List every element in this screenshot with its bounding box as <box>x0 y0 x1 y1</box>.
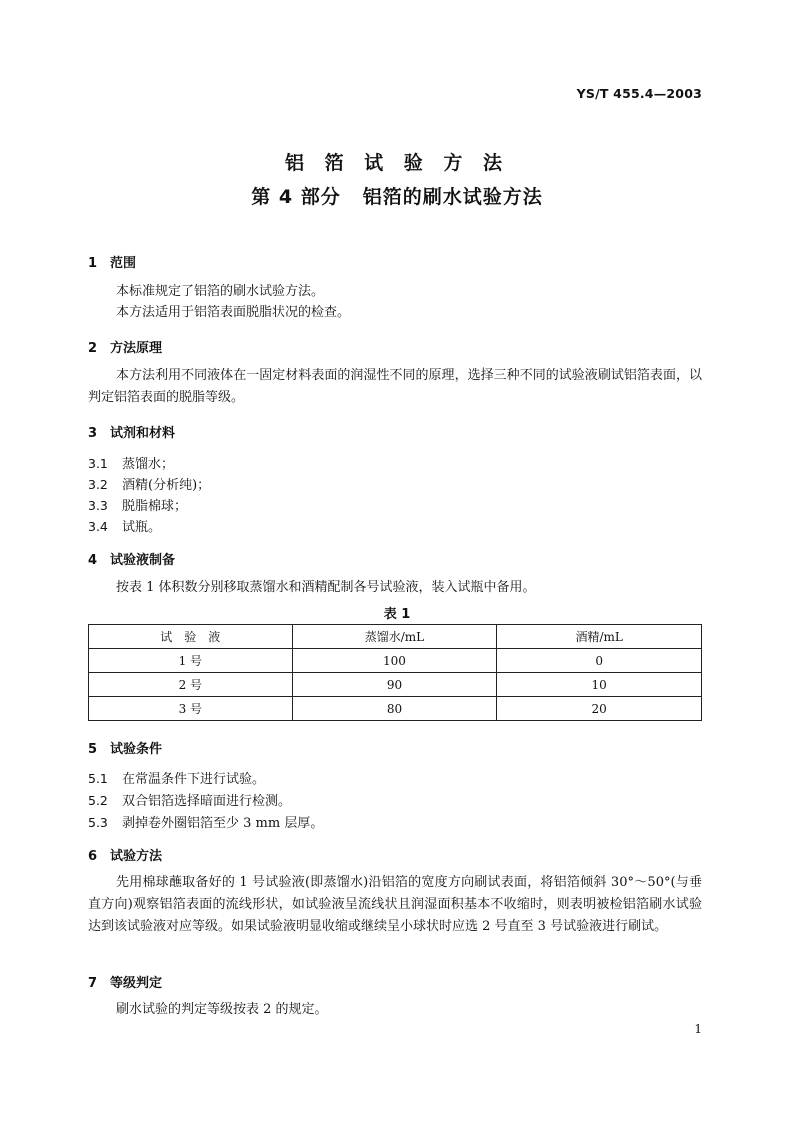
section-2-para-1: 本方法利用不同液体在一固定材料表面的润湿性不同的原理，选择三种不同的试验液刷试铝箔表面，以判定铝箔表面的脱脂等级。 <box>88 368 702 405</box>
section-1-para-2: 本方法适用于铝箔表面脱脂状况的检查。 <box>116 305 351 320</box>
table-caption: 表 1 <box>383 607 411 622</box>
subtitle-text: 铝箔的刷水试验方法 <box>362 186 543 208</box>
section-2-heading <box>88 337 162 356</box>
item-text: 双合铝箔选择暗面进行检测。 <box>122 794 292 809</box>
list-item <box>88 812 323 831</box>
item-text: 在常温条件下进行试验。 <box>122 772 266 787</box>
table-cell: 90 <box>292 673 497 697</box>
reagent-table <box>88 624 702 721</box>
section-number: 4 <box>88 553 98 568</box>
section-title: 试验方法 <box>110 849 163 864</box>
list-item <box>88 474 210 493</box>
standard-code: YS/T 455.4—2003 <box>576 86 702 101</box>
item-number: 5.2 <box>88 793 108 808</box>
section-title: 试验液制备 <box>110 553 176 568</box>
section-number: 1 <box>88 256 98 271</box>
section-number: 3 <box>88 426 98 441</box>
table-row <box>89 649 702 673</box>
item-number: 3.2 <box>88 477 108 492</box>
item-number: 3.4 <box>88 519 108 534</box>
table-cell: 100 <box>292 649 497 673</box>
section-7-para-1: 刷水试验的判定等级按表 2 的规定。 <box>116 1002 328 1017</box>
item-text: 酒精(分析纯)； <box>122 478 211 493</box>
item-number: 3.1 <box>88 456 108 471</box>
list-item <box>88 516 161 535</box>
section-title: 范围 <box>110 256 137 271</box>
section-1-para-1: 本标准规定了铝箔的刷水试验方法。 <box>116 284 325 299</box>
table-row <box>89 673 702 697</box>
section-title: 方法原理 <box>110 341 163 356</box>
list-item <box>88 768 265 787</box>
section-number: 5 <box>88 742 98 757</box>
section-3-heading <box>88 422 175 441</box>
item-number: 5.1 <box>88 771 108 786</box>
table-header-cell: 酒精/mL <box>497 625 702 649</box>
section-number: 2 <box>88 341 98 356</box>
table-cell: 1 号 <box>89 649 293 673</box>
list-item <box>88 453 174 472</box>
table-header-row <box>89 625 702 649</box>
section-title: 等级判定 <box>110 976 163 991</box>
section-6-heading <box>88 845 162 864</box>
table-cell: 0 <box>497 649 702 673</box>
section-7-heading <box>88 972 162 991</box>
item-text: 剥掉卷外圈铝箔至少 3 mm 层厚。 <box>122 816 324 831</box>
table-cell: 80 <box>292 697 497 721</box>
page-number: 1 <box>694 1022 702 1036</box>
table-header-cell: 试 验 液 <box>89 625 293 649</box>
section-title: 试剂和材料 <box>110 426 176 441</box>
item-number: 5.3 <box>88 815 108 830</box>
section-number: 7 <box>88 976 98 991</box>
section-4-para-1: 按表 1 体积数分别移取蒸馏水和酒精配制各号试验液，装入试瓶中备用。 <box>116 580 536 595</box>
part-label: 第 4 部分 <box>251 186 341 208</box>
document-title: 铝 箔 试 验 方 法 <box>284 152 510 174</box>
section-6-para-1: 先用棉球蘸取备好的 1 号试验液(即蒸馏水)沿铝箔的宽度方向刷试表面，将铝箔倾斜 30°～50°(与垂直方向)观察铝箔表面的流线形状，如试验液呈流线状且润湿面积基本不收缩时，则表明被检铝箔刷水试验达到该试验液对应等级。如果试验液明显收缩或继续呈小球状时应选 2 号直至 3 号试验液进行刷试。 <box>88 875 702 934</box>
table-row <box>89 697 702 721</box>
table-cell: 2 号 <box>89 673 293 697</box>
table-cell: 3 号 <box>89 697 293 721</box>
table-cell: 20 <box>497 697 702 721</box>
document-subtitle <box>0 182 794 209</box>
item-text: 蒸馏水； <box>122 457 175 472</box>
item-number: 3.3 <box>88 498 108 513</box>
list-item <box>88 495 187 514</box>
section-5-heading <box>88 738 162 757</box>
table-header-cell: 蒸馏水/mL <box>292 625 497 649</box>
section-number: 6 <box>88 849 98 864</box>
section-1-heading <box>88 252 136 271</box>
section-4-heading <box>88 549 175 568</box>
list-item <box>88 790 291 809</box>
table-cell: 10 <box>497 673 702 697</box>
item-text: 脱脂棉球； <box>122 499 188 514</box>
section-title: 试验条件 <box>110 742 163 757</box>
item-text: 试瓶。 <box>122 520 162 535</box>
